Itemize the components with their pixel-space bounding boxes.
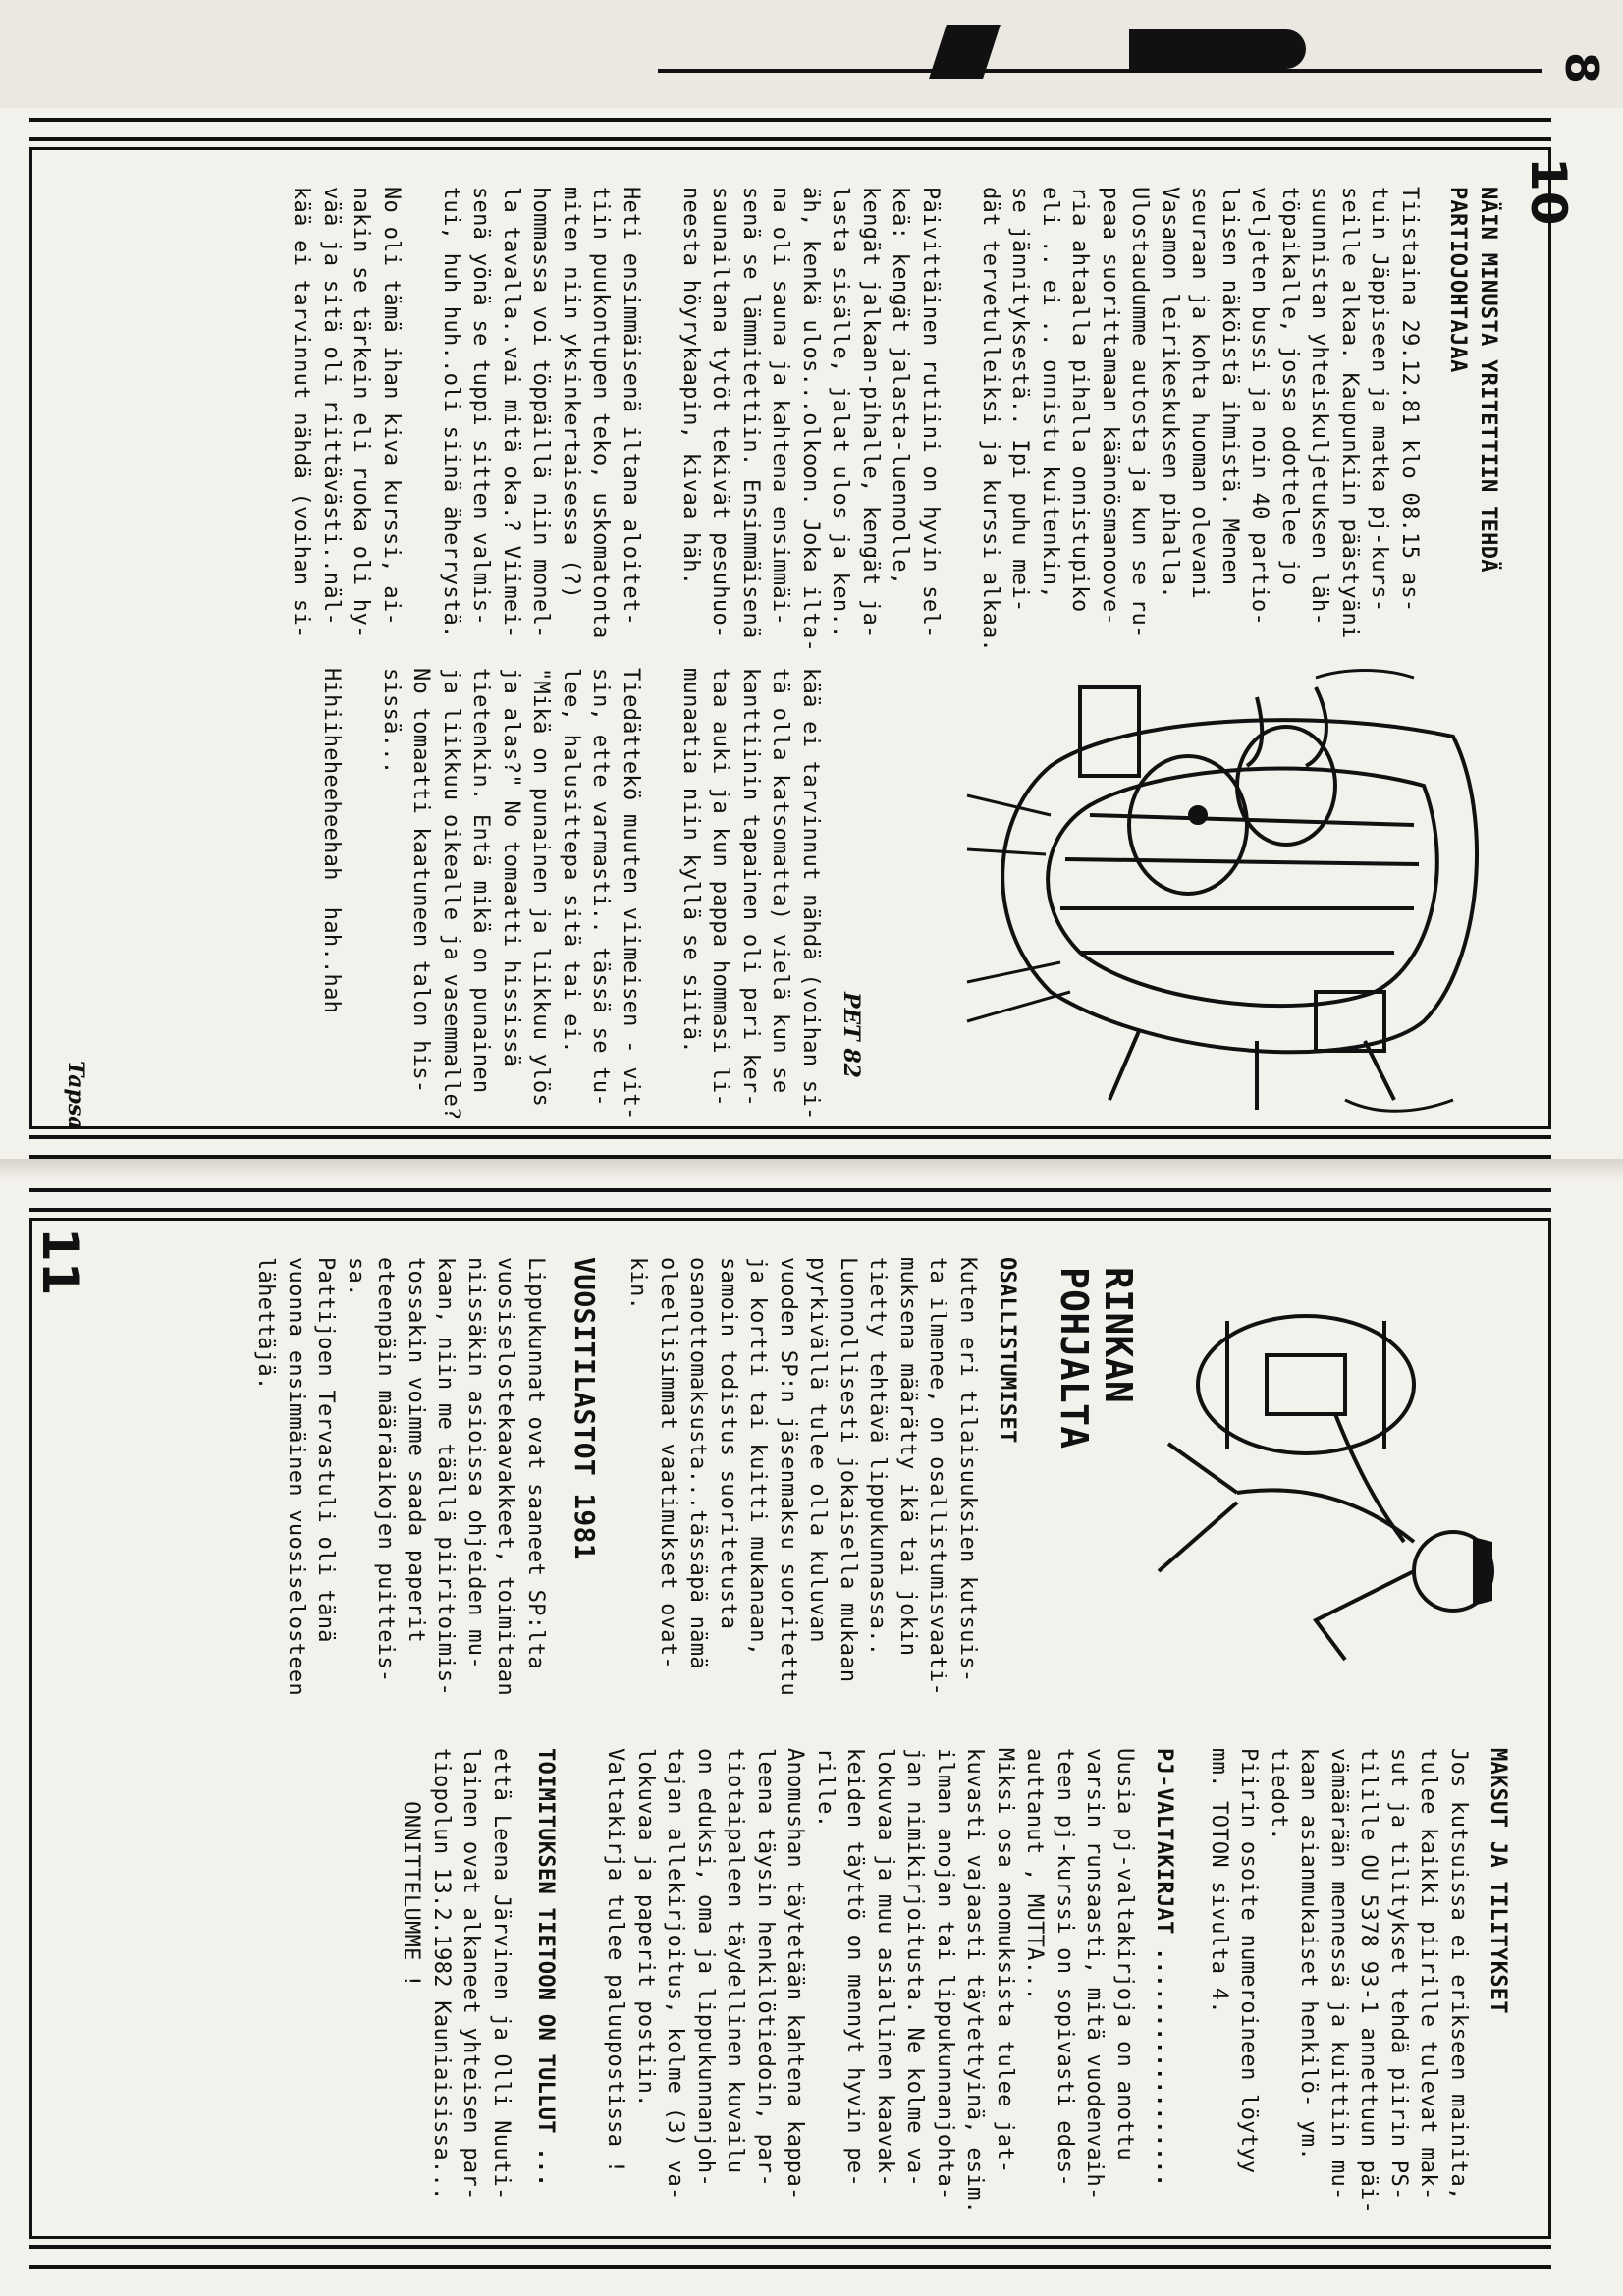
logo-rinkan: RINKAN	[1097, 1267, 1140, 1404]
page-fold	[0, 1159, 1623, 1180]
page-11	[0, 1188, 1571, 2269]
toimitus-title: TOIMITUKSEN TIETOON ON TULLUT ...	[533, 1748, 558, 2187]
article-body-left: Tiistaina 29.12.81 klo 08.15 as- tuin Jäppiseen ja matka pj-kurs- seille alkaa. Kaupunkiin päästyäni suunnistan yhteiskuljetuksen läh- töpaikalle, jossa odottelee jo veljeten bussi ja noin 40 partio- laisen näköistä ihmistä. Menen seuraan ja kohta huoman olevani Vasamon leirikeskuksen pihalla. Ulostaudumme autosta ja kun se ru- peaa suorittamaan käännösmanoove- ria ahtaalla pihalla onnistupiko eli .. ei .. onnistu kuitenkin, se jännityksestä.. Ipi puhu mei- dät tervetulleiksi ja kurssi alkaa. Päivittäinen rutiini on hyvin sel- keä: kengät jalasta-luennolle, kengät jalkaan-pihalle, kengät ja- lasta sisälle, jalat ulos ja ken.. äh, kenkä ulos...olkoon. Joka ilta- na oli sauna ja kahtena ensimmäi- senä se lämmitettiin. Ensimmäisenä saunailtana tytöt tekivät pesuhuo- neesta höyrykaapin, kivaa häh. Heti ensimmäisenä iltana aloitet- tiin puukontupen teko, uskomatonta miten niin yksinkertaisessa (?) hommassa voi töppäillä niin monel- la tavalla..vai mitä oka.? Viimei- senä yönä se tuppi sitten valmis- tui, huh huh..oli siinä äherrystä. No oli tämä ihan kiva kurssi, ai- nakin se tärkein eli ruoka oli hy- vää ja sitä oli riittävästi..näl- kää ei tarvinnut nähdä (voihan si-	[289, 187, 1422, 653]
vuositilastot-title: VUOSITILASTOT 1981	[568, 1257, 601, 1560]
osallistumiset-body: Kuten eri tilaisuuksien kutsuis- ta ilmenee, on osallistumisvaati- muksena määrätty ikä tai jokin tietty tehtävä lippukunnassa.. Luonnollisesti jokaisella mukaan pyrkivällä tulee olla kuluvan vuoden SP:n jäsenmaksu suoritettu ja kortti tai kuitti mukanaan, samoin todistus suoritetusta osanottomaksusta...tässäpä nämä oleellisimmat vaatimukset ovat- kin.	[625, 1257, 980, 1696]
article-body-right: kää ei tarvinnut nähdä (voihan si- tä olla katsomatta) vielä kun se kanttiinin tapainen oli pari ker- taa auki ja kun pappa hommasi li- munaatia niin kyllä se siitä. Tiedättekö muuten viimeisen - vit- sin, ette varmasti.. tässä se tu- lee, halusittepa sitä tai ei. "Mikä on punainen ja liikkuu ylös ja alas?" No tomaatti hississä tietenkin. Entä mikä on punainen ja liikkuu oikealle ja vasemmalle? No tomaatti kaatuneen talon his- sissä... Hihiiheheeheehah hah..hah	[319, 668, 823, 1121]
maksut-title: MAKSUT JA TILITYKSET	[1486, 1748, 1510, 2014]
article-title-line1: NÄIN MINUSTA YRITETTIIN TEHDÄ	[1476, 187, 1500, 573]
previous-page-strip: 8	[0, 0, 1623, 108]
scout-illustration	[962, 668, 1512, 1120]
page-number-right: 11	[31, 1228, 88, 1296]
toimitus-body: että Leena Järvinen ja Olli Nuuti- lainen ovat alkaneet yhteisen par- tiopolun 13.2.1982 Kauniaisissa... ONNITTELUMME !	[399, 1748, 514, 2201]
page-11-region	[0, 1188, 1623, 2269]
page-number-left: 10	[1520, 157, 1577, 226]
pj-valtakirjat-title: PJ-VALTAKIRJAT ..................	[1152, 1748, 1176, 2187]
article-title-line2: PARTIOJOHTAJAA	[1445, 187, 1470, 373]
rinkan-pohjalta-logo	[1139, 1247, 1532, 1689]
vuositilastot-body: Lippukunnat ovat saaneet SP:lta vuosiselostekaavakkeet, toimitaan niissäkin asioissa ohjeiden mu- kaan, niin me täällä piiritoimis- tossakin voimme saada paperit eteenpäin määräaikojen puitteis- sa. Pattijoen Tervastuli oli tänä vuonna ensimmäinen vuosiselosteen lähettäjä.	[253, 1257, 548, 1696]
pj-valtakirjat-body: Uusia pj-valtakirjoja on anottu varsin runsaasti, mitä vuodenvaih- teen pj-kurssi on sopivasti edes- auttanut , MUTTA... Miksi osa anomuksista tulee jat- kuvasti vajaasti täytettyinä, esim. ilman anojan tai lippukunnanjohta- jan nimikirjoitusta. Ne kolme va- lokuvaa ja muu asiallinen kaavak- keiden täyttö on mennyt hyvin pe- rille. Anomushan täytetään kahtena kappa- leena täysin henkilötiedoin, par- tiotaipaleen täydellinen kuvailu on eduksi, oma ja lippukunnanjoh- tajan allekirjoitus, kolme (3) va- lokuvaa ja paperit postiin. Valtakirja tulee paluupostissa !	[603, 1748, 1137, 2214]
illustration-signature: PET 82	[839, 992, 864, 1078]
logo-pohjalta: POHJALTA	[1053, 1267, 1096, 1449]
maksut-body: Jos kutsuissa ei erikseen mainita, tulee kaikki piirille tulevat mak- sut ja tilitykset tehdä piirin PS- tilille OU 5378 93-1 annettuun päi- vämäärään mennessä ja kuittiin mu- kaan asianmukaiset henkilö- ym. tiedot. Piirin osoite numeroineen löytyy mm. TOTON sivulta 4.	[1207, 1748, 1471, 2214]
article-signature: Tapsa	[63, 1061, 88, 1130]
page-10	[0, 118, 1577, 1159]
osallistumiset-title: OSALLISTUMISET	[995, 1257, 1019, 1444]
page-10-region	[0, 118, 1623, 1159]
